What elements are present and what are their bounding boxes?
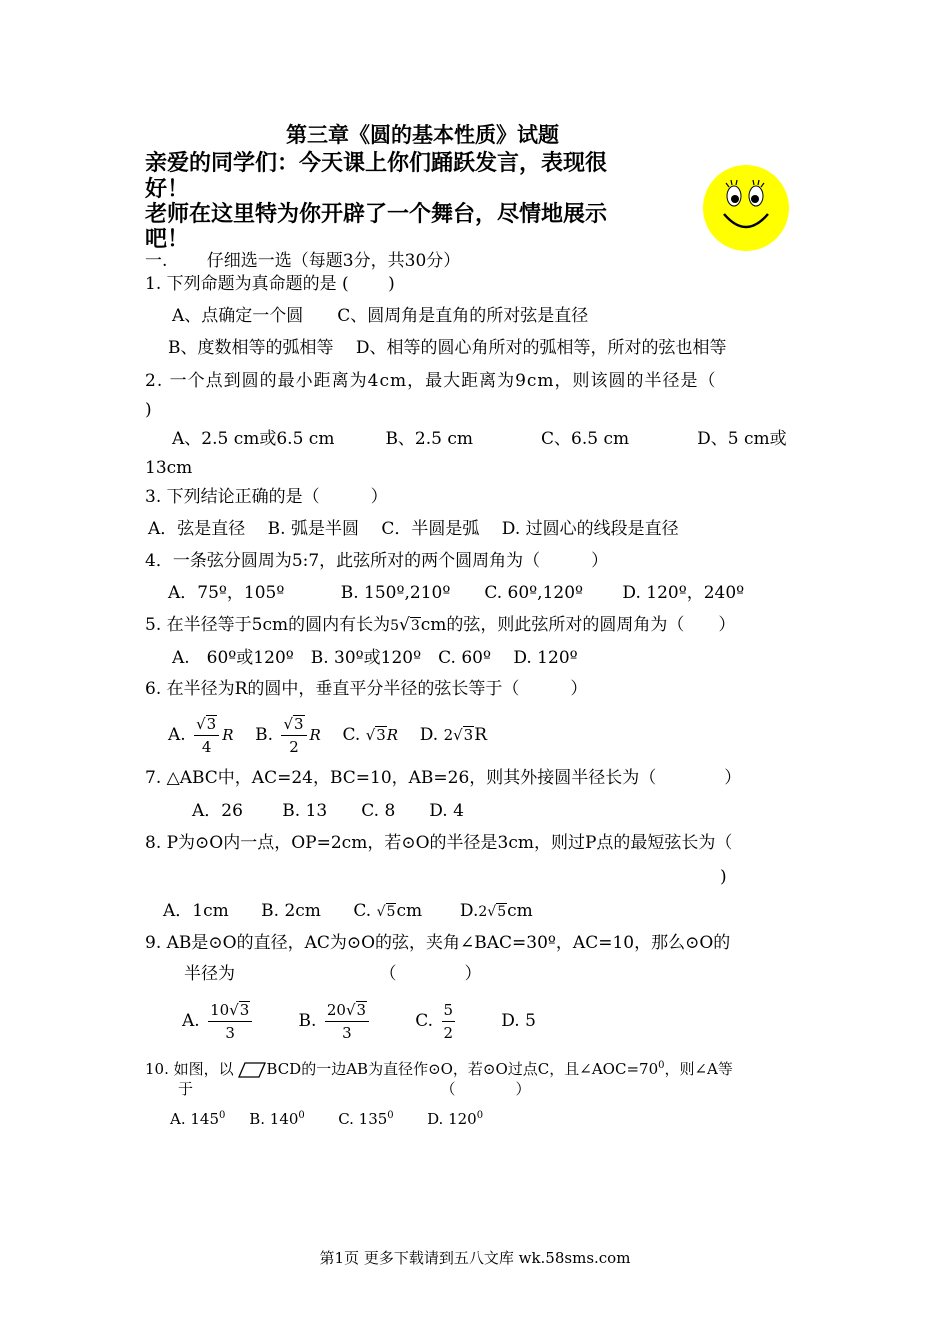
question-1-stem: 1. 下列命题为真命题的是 ( ) (145, 274, 395, 294)
question-2-options-end: 13cm (145, 458, 193, 478)
q6-option-a-fraction: $\frac{√3}{4}$ (194, 713, 219, 758)
q6-d-coef: 2 (443, 726, 454, 744)
q6-b-denominator: 2 (289, 738, 299, 756)
question-10-stem-end: 于 （ ） (178, 1080, 531, 1098)
question-5-options: A. 60º或120º B. 30º或120º C. 60º D. 120º (172, 648, 578, 668)
q9-option-d: D. 5 (501, 1011, 536, 1031)
q6-b-radicand: 3 (294, 715, 304, 733)
question-7-stem: 7. △ABC中，AC=24，BC=10，AB=26，则其外接圆半径长为（ ） (145, 768, 742, 788)
question-10-stem-b: BCD的一边AB为直径作⊙O，若⊙O过点C，且∠AOC=70 (266, 1060, 659, 1078)
q6-c-radius: R (386, 726, 399, 744)
q10-option-d: D. 120 (427, 1110, 477, 1128)
question-10-degree: 0 (658, 1060, 665, 1071)
q10-option-b-degree: 0 (298, 1110, 305, 1121)
question-9-stem-end: 半径为 （ ） (184, 964, 482, 984)
question-3-stem: 3. 下列结论正确的是（ ） (145, 487, 388, 507)
q10-option-d-degree: 0 (476, 1110, 484, 1121)
q9-option-a-fraction: $\frac{10√3}{3}$ (208, 999, 252, 1044)
question-9-options (182, 996, 536, 1046)
q8-c-radicand: 5 (386, 904, 396, 920)
q6-option-b-fraction: $\frac{√3}{2}$ (281, 713, 306, 758)
q8-option-a: A．1cm (163, 901, 229, 921)
q9-a-coef: 10 (210, 1001, 230, 1019)
q6-d-radius: R (474, 725, 488, 745)
q6-c-radicand: 3 (376, 726, 386, 744)
question-8-stem-end: ) (720, 867, 727, 887)
q6-option-c-label: C. (342, 725, 361, 745)
question-10-stem (145, 1055, 733, 1080)
question-2-stem: 2. 一个点到圆的最小距离为4cm，最大距离为9cm，则该圆的半径是（ (145, 371, 717, 391)
smiley-face-icon (700, 162, 792, 254)
q8-d-radicand: 5 (497, 904, 507, 920)
q9-a-radicand: 3 (239, 1001, 250, 1019)
q9-c-numerator: 5 (442, 999, 456, 1022)
page-footer: 第1页 更多下载请到五八文库 wk.58sms.com (319, 1249, 631, 1267)
question-1-options-bd: B、度数相等的弧相等 D、相等的圆心角所对的弧相等，所对的弦也相等 (168, 338, 727, 358)
q9-option-b-fraction: $\frac{20√3}{3}$ (325, 999, 369, 1044)
question-10-stem-a: 10. 如图，以 (145, 1060, 234, 1078)
q8-c-unit: cm (396, 901, 423, 921)
q10-option-b: B. 140 (249, 1110, 299, 1128)
q8-d-coef: 2 (478, 904, 488, 920)
question-6-options: A. $\frac{√3}{4}$ R B. $\frac{√3}{2}$ R C. √3R D. 2√3R (168, 715, 488, 756)
q10-option-c-degree: 0 (387, 1110, 394, 1121)
q9-b-radicand: 3 (356, 1001, 367, 1019)
q9-c-denominator: 2 (443, 1024, 454, 1042)
q9-option-c-label: C. (415, 1011, 434, 1031)
q6-a-radicand: 3 (206, 715, 217, 733)
question-6-stem: 6. 在半径为R的圆中，垂直平分半径的弦长等于（ ） (145, 679, 588, 699)
q9-b-denominator: 3 (342, 1024, 352, 1042)
q8-option-d-label: D. (459, 901, 479, 921)
question-10-stem-c: ，则∠A等 (664, 1060, 733, 1078)
q9-b-coef: 20 (326, 1001, 346, 1019)
q6-option-a-label: A. (168, 725, 186, 745)
q9-a-denominator: 3 (225, 1024, 235, 1042)
q9-option-a-label: A. (182, 1011, 200, 1031)
q8-d-unit: cm (507, 901, 533, 921)
q6-option-b-label: B. (255, 725, 274, 745)
q8-option-b: B. 2cm (261, 901, 321, 921)
q9-option-b-label: B. (298, 1011, 317, 1031)
question-5-stem: 5. 在半径等于5cm的圆内有长为5√3cm的弦，则此弦所对的圆周角为（ ） (145, 615, 736, 635)
q6-d-radicand: 3 (463, 726, 474, 744)
question-8-options: A．1cm B. 2cm C. √5cm D.2√5cm (163, 901, 533, 921)
q6-b-radius: R (309, 726, 321, 744)
question-2-options: A、2.5 cm或6.5 cm B、2.5 cm C、6.5 cm D、5 cm或 (172, 429, 787, 449)
q10-option-c: C. 135 (338, 1110, 388, 1128)
question-9-stem: 9. AB是⊙O的直径，AC为⊙O的弦，夹角∠BAC=30º，AC=10，那么⊙O的 (145, 933, 731, 953)
parallelogram-icon (238, 1061, 266, 1079)
q10-option-a-degree: 0 (219, 1110, 226, 1121)
q10-option-a: A. 145 (170, 1110, 219, 1128)
greeting-line-3: 老师在这里特为你开辟了一个舞台，尽情地展示 (145, 201, 608, 227)
question-8-stem: 8. P为⊙O内一点，OP=2cm，若⊙O的半径是3cm，则过P点的最短弦长为（ (145, 833, 733, 853)
greeting-line-2: 好！ (145, 176, 190, 202)
question-5-radicand: 3 (410, 618, 420, 634)
greeting-line-1: 亲爱的同学们：今天课上你们踊跃发言，表现很 (145, 150, 608, 176)
q6-a-radius: R (222, 726, 234, 744)
question-1-options-ac: A、点确定一个圆 C、圆周角是直角的所对弦是直径 (172, 306, 589, 326)
q8-option-c-label: C. (353, 901, 372, 921)
question-4-stem: 4．一条弦分圆周为5:7，此弦所对的两个圆周角为（ ） (145, 551, 609, 571)
question-7-options: A．26 B. 13 C. 8 D. 4 (192, 801, 464, 821)
question-3-options: A．弦是直径 B. 弧是半圆 C．半圆是弧 D. 过圆心的线段是直径 (148, 519, 679, 539)
question-4-options: A．75º，105º B. 150º,210º C. 60º,120º D. 120º，240º (168, 583, 745, 603)
question-5-coef: 5 (390, 618, 400, 634)
question-2-stem-end: ) (145, 400, 152, 420)
q6-option-d-label: D. (419, 725, 439, 745)
question-5-stem-a: 5. 在半径等于5cm的圆内有长为 (145, 615, 391, 635)
q9-option-c-fraction (442, 999, 456, 1044)
q6-a-denominator: 4 (201, 738, 212, 756)
question-5-stem-b: cm的弦，则此弦所对的圆周角为（ ） (420, 615, 736, 635)
page-title: 第三章《圆的基本性质》试题 (286, 122, 559, 147)
greeting-line-4: 吧！ (145, 226, 190, 252)
question-10-options (170, 1105, 483, 1130)
section-heading: 一. 仔细选一选（每题3分，共30分） (145, 251, 461, 271)
